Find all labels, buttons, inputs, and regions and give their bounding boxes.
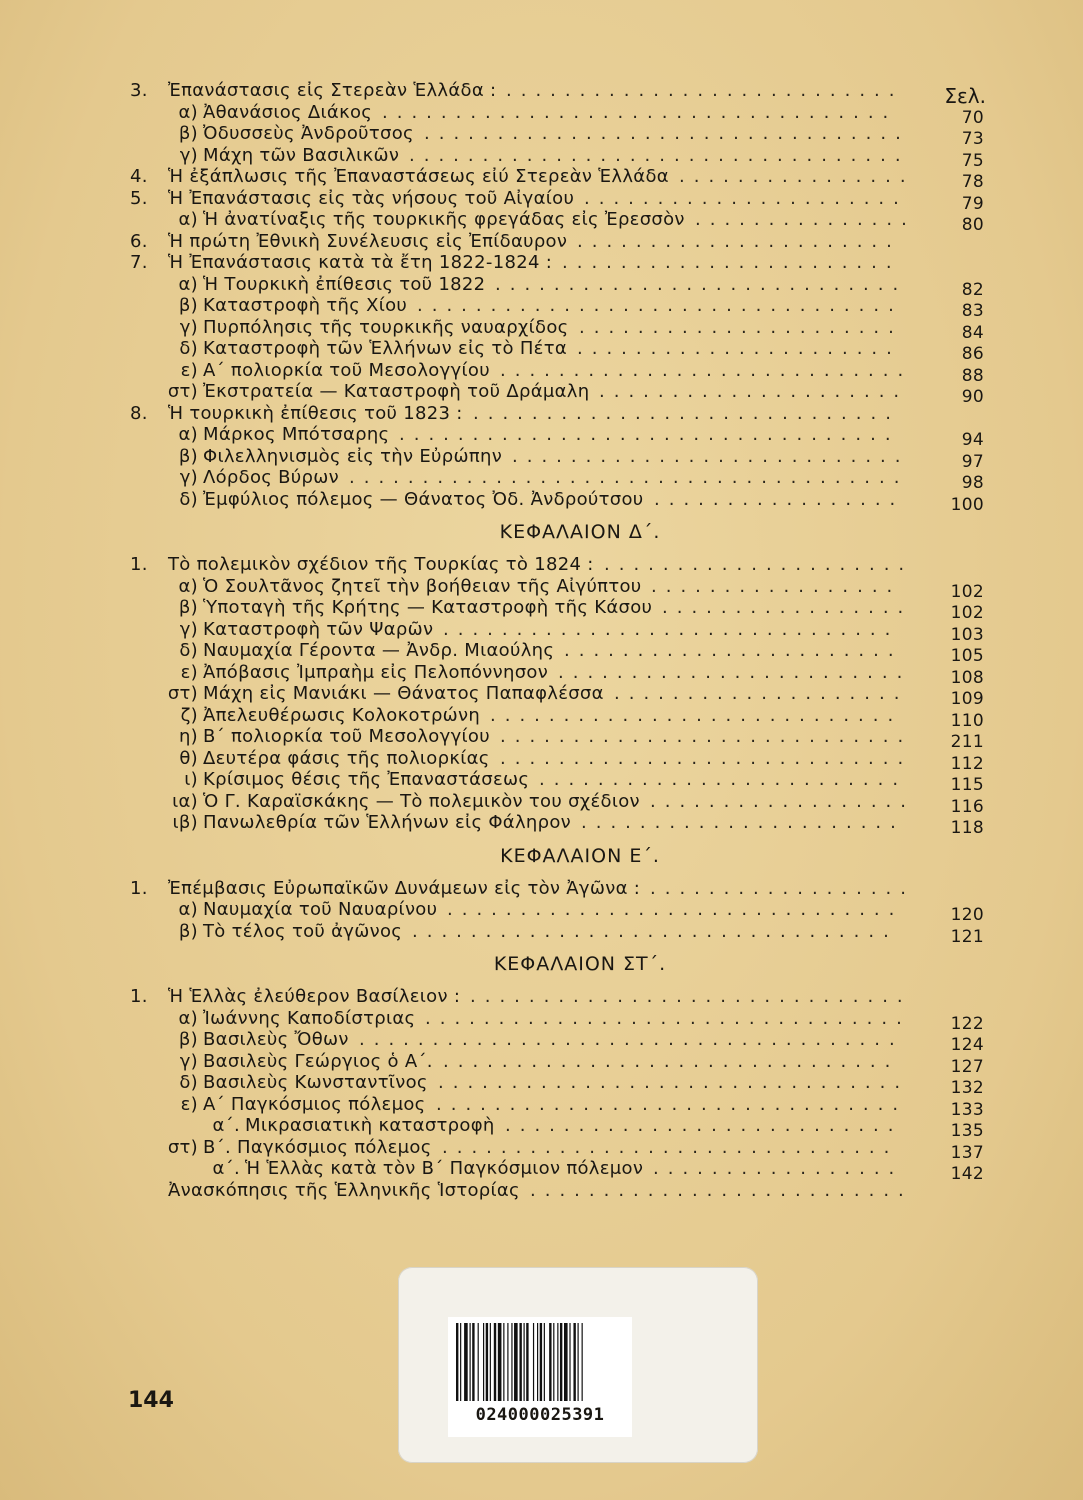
barcode-bar	[569, 1323, 570, 1401]
barcode-bar	[490, 1323, 491, 1401]
barcode-bar	[456, 1323, 458, 1401]
entry-page: 108	[950, 667, 984, 688]
entry-marker: ι)	[184, 769, 198, 790]
entry-marker: α)	[178, 209, 198, 230]
toc-entry	[130, 1115, 990, 1141]
leader-dots: ......................	[581, 812, 905, 833]
entry-number: 6.	[130, 230, 148, 252]
entry-marker: β)	[178, 123, 198, 144]
leader-dots: .................	[653, 1158, 904, 1179]
entry-title: Φιλελληνισμὸς εἰς τὴν Εὐρώπην	[203, 445, 503, 467]
leader-dots: ......................	[579, 316, 903, 338]
entry-number: 8.	[130, 402, 148, 424]
entry-page: 112	[950, 753, 984, 774]
entry-title: Τὸ πολεμικὸν σχέδιον τῆς Τουρκίας τὸ 1824 :	[168, 554, 594, 575]
entry-title: Β´. Παγκόσμιος πόλεμος	[203, 1136, 432, 1158]
entry-page: 118	[950, 818, 984, 838]
toc-entry	[130, 338, 990, 364]
toc-entry	[130, 618, 990, 645]
entry-title: Ὁ Σουλτᾶνος ζητεῖ τὴν βοήθειαν τῆς Αἰγύπτου	[203, 575, 642, 597]
entry-marker: δ)	[179, 640, 198, 661]
barcode-bar	[578, 1323, 579, 1401]
entry-title: Ἰωάννης Καποδίστριας	[203, 1007, 416, 1029]
leader-dots: ...................................	[382, 101, 898, 123]
entry-page: 75	[961, 150, 984, 171]
entry-page: 80	[961, 215, 984, 235]
entry-page: 86	[961, 344, 984, 364]
entry-page: 121	[950, 926, 984, 947]
entry-marker: γ)	[179, 316, 198, 338]
leader-dots: ...............................	[447, 899, 904, 920]
barcode-bar	[494, 1323, 496, 1401]
entry-marker: γ)	[179, 467, 198, 488]
toc-entry	[130, 726, 990, 752]
toc-entry	[130, 359, 990, 386]
entry-title: Ἀθανάσιος Διάκος	[203, 101, 373, 123]
entry-title: Ἡ πρώτη Ἐθνικὴ Συνέλευσις εἰς Ἐπίδαυρον	[168, 230, 568, 252]
entry-title: Μικρασιατικὴ καταστροφὴ	[245, 1115, 495, 1136]
entry-page: 78	[961, 172, 984, 192]
leader-dots: ............................	[500, 747, 913, 769]
leader-dots: ......................	[577, 338, 901, 359]
leader-dots: ..................................	[409, 144, 910, 166]
leader-dots: ...........................	[505, 1115, 903, 1136]
toc-entry	[130, 209, 990, 235]
leader-dots: ...........................	[506, 80, 904, 101]
entry-marker: ζ)	[180, 704, 198, 726]
entry-title: Βασιλεὺς Κωνσταντῖνος	[203, 1072, 428, 1093]
toc-entry	[130, 790, 990, 817]
entry-marker: ε)	[180, 1093, 198, 1115]
entry-title: Ἡ Ἐπανάστασις εἰς τὰς νήσους τοῦ Αἰγαίου	[168, 187, 575, 209]
toc-entry	[130, 252, 990, 274]
entry-page: 115	[950, 775, 984, 795]
entry-page: 97	[961, 451, 984, 472]
entry-page: 124	[950, 1035, 984, 1055]
barcode-bar	[460, 1323, 461, 1401]
leader-dots: ....................	[614, 683, 909, 704]
leader-dots: ................................	[436, 1093, 908, 1115]
entry-page: 135	[950, 1121, 984, 1141]
toc-entry	[130, 424, 990, 450]
entry-title: Α´ Παγκόσμιος πόλεμος	[203, 1093, 426, 1115]
toc-entry	[130, 231, 990, 253]
entry-marker: β)	[178, 920, 198, 942]
entry-marker: γ)	[179, 1050, 198, 1072]
entry-page: 88	[961, 365, 984, 386]
entry-title: Καταστροφὴ τῶν Ἑλλήνων εἰς τὸ Πέτα	[203, 338, 568, 359]
leader-dots: ..................	[650, 790, 915, 812]
leader-dots: .................................	[412, 920, 898, 942]
barcode-bar	[564, 1323, 568, 1401]
toc-entry	[130, 640, 990, 666]
entry-title: Ὀδυσσεὺς Ἀνδροῦτσος	[203, 123, 414, 144]
entry-number: 1.	[130, 554, 148, 575]
toc-entry	[130, 80, 990, 102]
entry-title: Ἀνασκόπησις τῆς Ἑλληνικῆς Ἱστορίας	[168, 1179, 520, 1201]
barcode-bar	[478, 1323, 479, 1401]
toc-entry	[130, 986, 990, 1008]
chapter-heading: ΚΕΦΑΛΑΙΟΝ ΣΤ´.	[493, 953, 667, 975]
toc-entry	[130, 273, 990, 300]
barcode-bar	[472, 1323, 474, 1401]
entry-title: Πανωλεθρία τῶν Ἑλλήνων εἰς Φάληρον	[203, 812, 572, 833]
entry-page: 100	[950, 494, 984, 515]
toc-entry	[130, 1180, 990, 1202]
barcode-bar	[582, 1323, 583, 1401]
leader-dots: ........................	[558, 661, 912, 683]
entry-page: 211	[950, 732, 984, 752]
entry-title: Καταστροφὴ τῶν Ψαρῶν	[203, 618, 434, 640]
leader-dots: ...........................	[512, 445, 910, 467]
leader-dots: ................................	[438, 1072, 910, 1093]
entry-page: 116	[950, 796, 984, 817]
leader-dots: ............................	[500, 359, 913, 381]
entry-marker: θ)	[179, 747, 198, 769]
barcode-bar	[549, 1323, 551, 1401]
toc-entry	[130, 316, 990, 343]
entry-page: 90	[961, 387, 984, 407]
barcode-bar	[507, 1323, 508, 1401]
barcode-bar	[533, 1323, 534, 1401]
leader-dots: .....................	[599, 381, 909, 402]
toc-entry	[130, 575, 990, 602]
entry-page: 98	[961, 473, 984, 493]
toc-entry	[130, 747, 990, 774]
entry-title: Ἡ τουρκικὴ ἐπίθεσις τοῦ 1823 :	[168, 402, 463, 424]
leader-dots: ..................................	[399, 424, 900, 445]
entry-number: 1.	[130, 986, 148, 1007]
toc-entry	[130, 1007, 990, 1034]
entry-marker: στ)	[167, 1136, 198, 1158]
toc-entry	[130, 704, 990, 731]
leader-dots: ...............................	[443, 1050, 900, 1072]
entry-number: 3.	[130, 80, 148, 101]
toc-entry	[130, 1050, 990, 1077]
toc-entry	[130, 101, 990, 128]
entry-title: Βασιλεὺς Ὄθων	[203, 1029, 349, 1050]
barcode-bar	[498, 1323, 502, 1401]
toc-entry	[130, 920, 990, 947]
entry-title: Ἡ Τουρκικὴ ἐπίθεσις τοῦ 1822	[203, 273, 486, 295]
entry-page: 94	[961, 430, 984, 450]
barcode-bar	[526, 1323, 528, 1401]
entry-marker: α)	[178, 101, 198, 123]
entry-marker: ιβ)	[172, 812, 198, 833]
toc-entry	[130, 683, 990, 709]
leader-dots: ..........................	[530, 1179, 913, 1201]
entry-title: Ἐπέμβασις Εὐρωπαϊκῶν Δυνάμεων εἰς τὸν Ἀγῶνα :	[168, 877, 641, 899]
toc-entry	[130, 812, 990, 838]
barcode-bar	[537, 1323, 538, 1401]
leader-dots: .................................	[425, 1007, 911, 1029]
entry-title: Τὸ τέλος τοῦ ἀγῶνος	[203, 920, 403, 942]
entry-title: Ἡ Ἑλλὰς κατὰ τὸν Β´ Παγκόσμιον πόλεμον	[245, 1158, 644, 1179]
entry-page: 127	[950, 1056, 984, 1077]
entry-title: Ἡ Ἐπανάστασις κατὰ τὰ ἔτη 1822-1824 :	[168, 252, 553, 273]
entry-title: Ἡ ἐξάπλωσις τῆς Ἐπαναστάσεως εἰύ Στερεὰν Ἑλλάδα	[168, 166, 669, 187]
leader-dots: ................	[679, 166, 915, 187]
toc-entry	[130, 166, 990, 192]
barcode-sticker	[398, 1267, 758, 1463]
entry-title: Α´ πολιορκία τοῦ Μεσολογγίου	[203, 359, 490, 381]
barcode-bar	[557, 1323, 558, 1401]
entry-page: 132	[950, 1078, 984, 1098]
entry-marker: α)	[178, 575, 198, 597]
entry-title: Κρίσιμος θέσις τῆς Ἐπαναστάσεως	[203, 769, 530, 790]
entry-marker: β)	[178, 445, 198, 467]
entry-marker: α)	[178, 1007, 198, 1029]
toc-entry	[130, 899, 990, 925]
entry-title: Μάρκος Μπότσαρης	[203, 424, 390, 445]
entry-marker: γ)	[179, 144, 198, 166]
entry-title: Ἡ ἀνατίναξις τῆς τουρκικῆς φρεγάδας εἰς Ἐρεσσὸν	[203, 209, 685, 230]
leader-dots: .............................	[473, 402, 900, 424]
barcode-bar	[524, 1323, 525, 1401]
leader-dots: ............................	[500, 726, 913, 747]
entry-page: 120	[950, 905, 984, 925]
entry-title: Ναυμαχία τοῦ Ναυαρίνου	[203, 899, 438, 920]
entry-page: 83	[961, 301, 984, 321]
leader-dots: .................	[662, 597, 913, 618]
leader-dots: .......................	[562, 252, 901, 273]
barcode-bar	[573, 1323, 575, 1401]
barcode-bar	[514, 1323, 518, 1401]
barcode-bars	[454, 1323, 626, 1401]
entry-page: 105	[950, 646, 984, 666]
page-column-label: Σελ.	[944, 84, 986, 108]
leader-dots: .......................	[564, 640, 903, 661]
entry-marker: δ)	[179, 488, 198, 510]
entry-title: Βασιλεὺς Γεώργιος ὁ Α´.	[203, 1050, 433, 1072]
entry-marker: ια)	[172, 790, 198, 812]
entry-marker: β)	[178, 1029, 198, 1050]
barcode-bar	[519, 1323, 521, 1401]
entry-page: 79	[961, 193, 984, 214]
toc-entry	[130, 597, 990, 623]
entry-marker: α)	[178, 899, 198, 920]
toc-entry	[130, 187, 990, 214]
entry-marker: ε)	[180, 359, 198, 381]
leader-dots: ...............................	[442, 1136, 899, 1158]
entry-marker: α´.	[212, 1115, 240, 1136]
entry-page: 102	[950, 581, 984, 602]
leader-dots: .........................	[539, 769, 908, 790]
entry-marker: γ)	[179, 618, 198, 640]
table-of-contents	[130, 80, 990, 1201]
entry-page: 84	[961, 322, 984, 343]
entry-marker: β)	[178, 597, 198, 618]
barcode-bar	[560, 1323, 562, 1401]
entry-title: Μάχη εἰς Μανιάκι — Θάνατος Παπαφλέσσα	[203, 683, 604, 704]
entry-title: Ναυμαχία Γέροντα — Ἀνδρ. Μιαούλης	[203, 640, 555, 661]
barcode-bar	[503, 1323, 504, 1401]
leader-dots: .....................................	[359, 1029, 904, 1050]
entry-marker: δ)	[179, 338, 198, 359]
barcode-bar	[486, 1323, 488, 1401]
entry-title: Καταστροφὴ τῆς Χίου	[203, 295, 408, 316]
toc-entry	[130, 769, 990, 795]
toc-entry	[130, 381, 990, 407]
entry-title: Ἐμφύλιος πόλεμος — Θάνατος Ὀδ. Ἀνδρούτσου	[203, 488, 644, 510]
entry-marker: α)	[178, 424, 198, 445]
toc-entry	[130, 1072, 990, 1098]
toc-entry	[130, 661, 990, 688]
leader-dots: ......................................	[349, 467, 909, 488]
leader-dots: ...............................	[443, 618, 900, 640]
entry-page: 82	[961, 279, 984, 300]
leader-dots: .................	[654, 488, 905, 510]
entry-page: 133	[950, 1099, 984, 1120]
toc-entry	[130, 1093, 990, 1120]
entry-marker: στ)	[167, 381, 198, 402]
barcode-bar	[544, 1323, 545, 1401]
entry-number: 5.	[130, 187, 148, 209]
leader-dots: ..................	[650, 877, 915, 899]
chapter-heading: ΚΕΦΑΛΑΙΟΝ Ε´.	[500, 844, 660, 867]
toc-entry	[130, 445, 990, 472]
entry-title: Μάχη τῶν Βασιλικῶν	[203, 144, 400, 166]
toc-entry	[130, 403, 990, 425]
toc-entry	[130, 295, 990, 321]
entry-title: Ὑποταγὴ τῆς Κρήτης — Καταστροφὴ τῆς Κάσου	[203, 597, 653, 618]
entry-page: 137	[950, 1142, 984, 1163]
entry-number: 7.	[130, 252, 148, 273]
toc-entry	[130, 1158, 990, 1184]
toc-entry	[130, 554, 990, 576]
leader-dots: ......................	[577, 230, 901, 252]
entry-number: 1.	[130, 877, 148, 899]
entry-title: Λόρδος Βύρων	[203, 467, 339, 488]
entry-title: Ἡ Ἑλλὰς ἐλεύθερον Βασίλειον :	[168, 986, 461, 1007]
entry-title: Δευτέρα φάσις τῆς πολιορκίας	[203, 747, 490, 769]
page-number: 144	[128, 1388, 174, 1413]
entry-page: 103	[950, 624, 984, 645]
barcode	[448, 1317, 632, 1437]
leader-dots: .................................	[424, 123, 910, 144]
leader-dots: ...............	[695, 209, 916, 230]
toc-entry	[130, 878, 990, 900]
leader-dots: ..............................	[470, 986, 912, 1007]
toc-entry	[130, 144, 990, 171]
entry-title: Ὁ Γ. Καραϊσκάκης — Τὸ πολεμικὸν του σχέδιον	[203, 790, 640, 812]
entry-title: Ἀπόβασις Ἰμπραὴμ εἰς Πελοπόννησον	[203, 661, 549, 683]
entry-title: Πυρπόλησις τῆς τουρκικῆς ναυαρχίδος	[203, 316, 569, 338]
leader-dots: ......................	[584, 187, 908, 209]
entry-page: 142	[950, 1164, 984, 1184]
barcode-bar	[540, 1323, 542, 1401]
barcode-bar	[464, 1323, 468, 1401]
entry-marker: α)	[178, 273, 198, 295]
toc-entry	[130, 1029, 990, 1055]
entry-title: Β´ πολιορκία τοῦ Μεσολογγίου	[203, 726, 490, 747]
barcode-bar	[511, 1323, 512, 1401]
entry-number: 4.	[130, 166, 148, 187]
barcode-bar	[470, 1323, 471, 1401]
entry-marker: β)	[178, 295, 198, 316]
entry-marker: ε)	[180, 661, 198, 683]
entry-marker: η)	[178, 726, 198, 747]
entry-title: Ἐκστρατεία — Καταστροφὴ τοῦ Δράμαλη	[203, 381, 590, 402]
toc-entry	[130, 123, 990, 149]
barcode-number: 024000025391	[475, 1405, 605, 1425]
entry-marker: στ)	[167, 683, 198, 704]
entry-marker: α´.	[212, 1158, 240, 1179]
barcode-bar	[553, 1323, 554, 1401]
entry-page: 102	[950, 603, 984, 623]
entry-page: 122	[950, 1013, 984, 1034]
entry-marker: δ)	[179, 1072, 198, 1093]
leader-dots: .....................	[604, 554, 914, 575]
leader-dots: ............................	[490, 704, 903, 726]
entry-page: 109	[950, 689, 984, 709]
entry-page: 110	[950, 710, 984, 731]
entry-title: Ἀπελευθέρωσις Κολοκοτρώνη	[203, 704, 481, 726]
toc-entry	[130, 1136, 990, 1163]
toc-entry	[130, 488, 990, 515]
entry-title: Ἐπανάστασις εἰς Στερεὰν Ἑλλάδα :	[168, 80, 497, 101]
entry-page: 70	[961, 107, 984, 128]
leader-dots: ............................	[495, 273, 908, 295]
leader-dots: .................	[651, 575, 902, 597]
barcode-bar	[483, 1323, 484, 1401]
entry-page: 73	[961, 129, 984, 149]
chapter-heading: ΚΕΦΑΛΑΙΟΝ Δ´.	[499, 521, 661, 543]
leader-dots: .................................	[417, 295, 903, 316]
toc-entry	[130, 467, 990, 493]
